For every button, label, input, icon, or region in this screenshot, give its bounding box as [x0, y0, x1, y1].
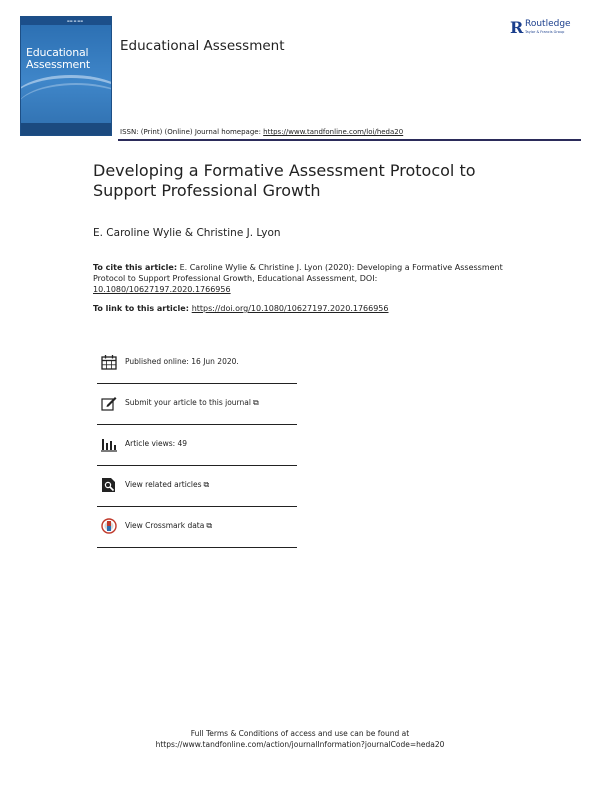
bar-chart-icon [101, 436, 117, 452]
publisher-tagline: Taylor & Francis Group [525, 30, 565, 34]
edit-icon [101, 395, 117, 411]
related-articles-label[interactable]: View related articles [125, 480, 202, 489]
issn-line [120, 128, 403, 136]
cite-text: E. Caroline Wylie & Christine J. Lyon (2020): Developing a Formative Assessment Protocol to Support Professional Growth, Educational Assessment, DOI: [93, 263, 503, 283]
footer-line1: Full Terms & Conditions of access and use can be found at [190, 729, 410, 738]
crossmark-icon [101, 518, 117, 534]
submit-article-link[interactable] [125, 398, 259, 408]
external-link-icon: ⧉ [203, 480, 210, 489]
issn-prefix: ISSN: (Print) (Online) Journal homepage: [120, 128, 264, 136]
info-item-published [97, 343, 297, 384]
cover-title-line1: Educational [26, 46, 89, 59]
info-item-views [97, 425, 297, 466]
cite-doi-link[interactable]: 10.1080/10627197.2020.1766956 [93, 285, 231, 294]
calendar-icon [101, 354, 117, 370]
external-link-icon: ⧉ [252, 398, 259, 407]
routledge-logo-icon: R [510, 18, 524, 37]
submit-article-label[interactable]: Submit your article to this journal [125, 398, 251, 407]
header-divider [118, 139, 581, 141]
citation-block [93, 262, 513, 295]
info-item-related[interactable] [97, 466, 297, 507]
journal-name: Educational Assessment [120, 38, 285, 54]
cite-label: To cite this article: [93, 263, 178, 272]
publisher-logo[interactable] [510, 18, 590, 40]
publisher-name: Routledge [525, 19, 571, 29]
published-date-label: Published online: 16 Jun 2020. [125, 357, 239, 366]
footer-terms-link[interactable]: https://www.tandfonline.com/action/journalInformation?journalCode=heda20 [155, 740, 445, 749]
article-authors: E. Caroline Wylie & Christine J. Lyon [93, 227, 281, 239]
crossmark-label[interactable]: View Crossmark data [125, 521, 205, 530]
search-document-icon [101, 477, 117, 493]
related-articles-link[interactable] [125, 480, 209, 490]
cover-title-line2: Assessment [26, 58, 90, 71]
footer-terms [0, 728, 600, 750]
external-link-icon: ⧉ [206, 521, 213, 530]
article-views-label: Article views: 49 [125, 439, 188, 448]
article-title: Developing a Formative Assessment Protocol to Support Professional Growth [93, 161, 476, 200]
journal-cover-image: ▬▬ ▬ ▬▬ Educational Assessment [20, 16, 112, 136]
info-item-submit[interactable] [97, 384, 297, 425]
link-label: To link to this article: [93, 304, 192, 313]
crossmark-link[interactable] [125, 521, 212, 531]
journal-homepage-link[interactable]: https://www.tandfonline.com/loi/heda20 [263, 128, 404, 136]
info-item-crossmark[interactable] [97, 507, 297, 548]
article-doi-link[interactable]: https://doi.org/10.1080/10627197.2020.1766956 [191, 304, 389, 313]
article-link-line [93, 304, 389, 313]
